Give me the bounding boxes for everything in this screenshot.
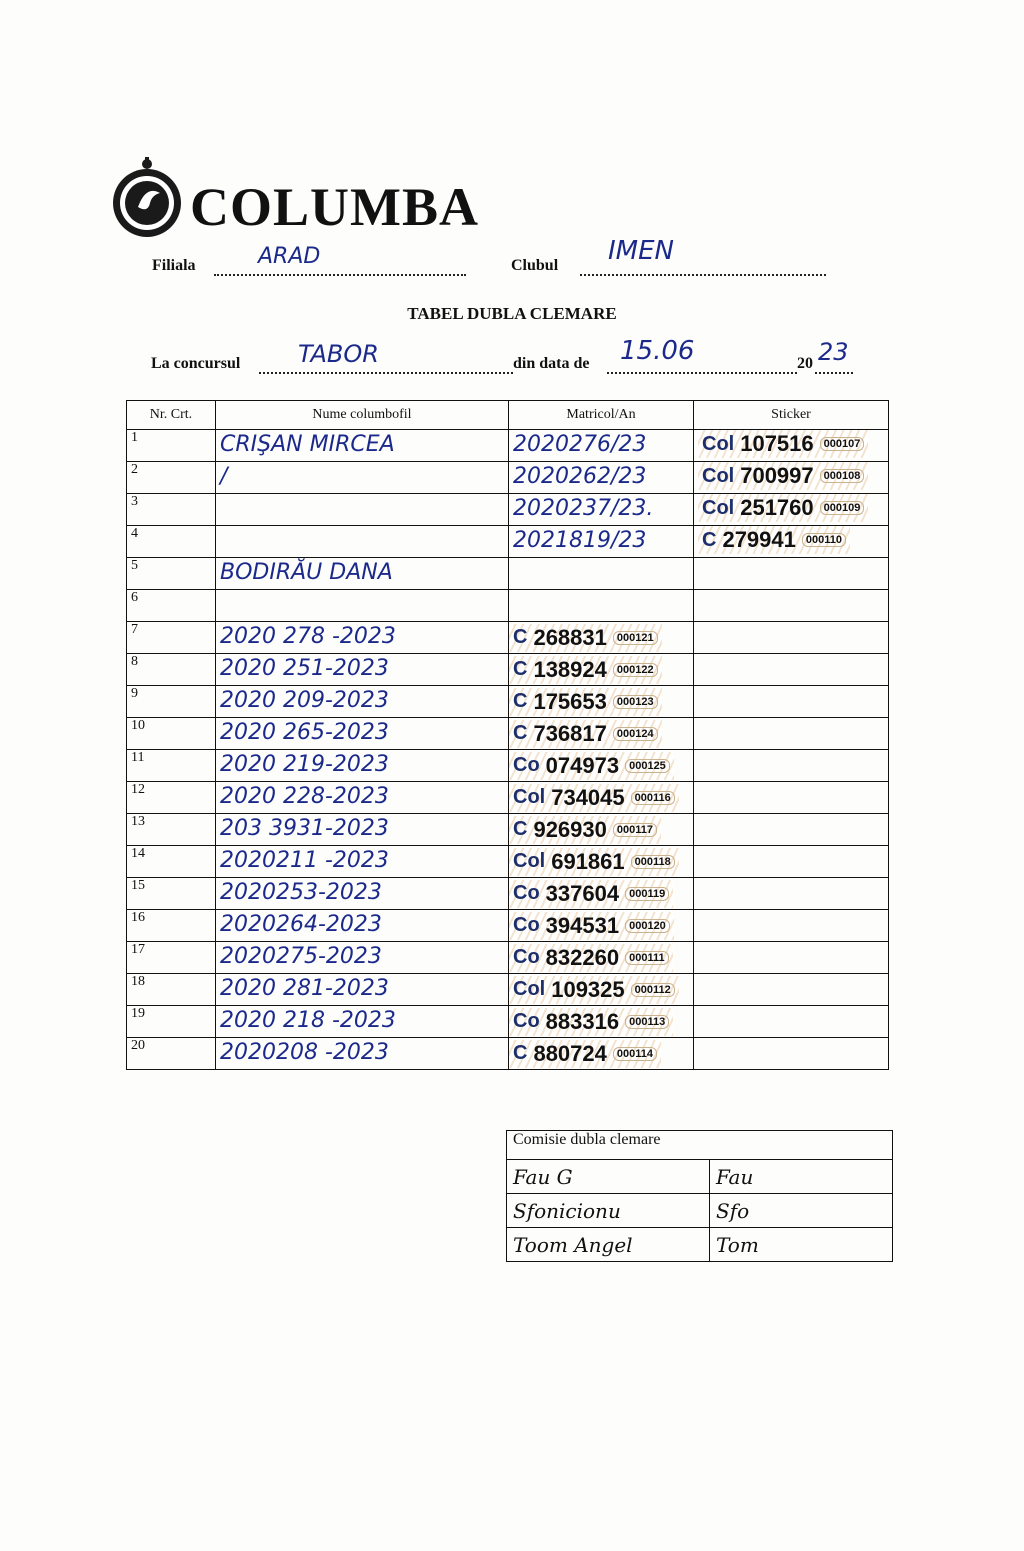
table-row bbox=[127, 590, 889, 622]
sticker-serial: 000116 bbox=[631, 791, 675, 805]
header-sticker: Sticker bbox=[694, 401, 889, 430]
row-sticker bbox=[694, 654, 889, 686]
sticker-number: 109325 bbox=[551, 976, 625, 1002]
row-nume bbox=[216, 750, 509, 782]
row-sticker bbox=[694, 846, 889, 878]
row-nume bbox=[216, 942, 509, 974]
comisie-member-signature bbox=[710, 1228, 893, 1262]
row-nume bbox=[216, 814, 509, 846]
row-matricol bbox=[509, 782, 694, 814]
sticker-label bbox=[509, 1008, 673, 1036]
row-sticker bbox=[694, 718, 889, 750]
sticker-serial: 000112 bbox=[631, 983, 675, 997]
row-nr: 12 bbox=[127, 782, 216, 814]
clubul-label: Clubul bbox=[511, 257, 559, 274]
sticker-label bbox=[509, 944, 673, 972]
year-value: 23 bbox=[818, 338, 849, 366]
sticker-number: 736817 bbox=[533, 720, 607, 746]
concurs-label: La concursul bbox=[151, 355, 241, 372]
row-nume bbox=[216, 430, 509, 462]
row-nume bbox=[216, 686, 509, 718]
table-row bbox=[127, 494, 889, 526]
row-nr: 19 bbox=[127, 1006, 216, 1038]
row-nume bbox=[216, 494, 509, 526]
sticker-prefix: C bbox=[513, 626, 528, 648]
row-nume-text: / bbox=[220, 464, 228, 489]
row-nume bbox=[216, 654, 509, 686]
row-matricol bbox=[509, 750, 694, 782]
sticker-label bbox=[509, 848, 679, 876]
row-sticker bbox=[694, 494, 889, 526]
sticker-label bbox=[698, 430, 868, 458]
row-nume-text: 2020275-2023 bbox=[220, 944, 382, 969]
comisie-heading: Comisie dubla clemare bbox=[507, 1131, 893, 1160]
brand-name: COLUMBA bbox=[190, 177, 479, 237]
row-matricol bbox=[509, 846, 694, 878]
row-nume bbox=[216, 974, 509, 1006]
sticker-serial: 000110 bbox=[802, 533, 846, 547]
sticker-prefix: Col bbox=[513, 786, 546, 808]
comisie-member-row bbox=[507, 1228, 893, 1262]
row-nume-text: 2020 218 -2023 bbox=[220, 1008, 396, 1033]
sticker-number: 700997 bbox=[740, 463, 814, 488]
row-matricol bbox=[509, 558, 694, 590]
sticker-prefix: Co bbox=[513, 754, 540, 776]
sticker-prefix: C bbox=[513, 690, 528, 712]
date-value: 15.06 bbox=[620, 336, 695, 366]
sticker-serial: 000117 bbox=[613, 823, 657, 837]
row-nume bbox=[216, 718, 509, 750]
header-matricol-an: Matricol/An bbox=[509, 401, 694, 430]
row-nume bbox=[216, 622, 509, 654]
sticker-serial: 000109 bbox=[820, 501, 865, 515]
row-matricol bbox=[509, 942, 694, 974]
row-sticker bbox=[694, 686, 889, 718]
comisie-member-name bbox=[507, 1160, 710, 1194]
sticker-prefix: C bbox=[513, 722, 528, 744]
member-signature-text: Fau bbox=[716, 1164, 754, 1189]
sticker-label bbox=[509, 720, 662, 748]
row-nr: 20 bbox=[127, 1038, 216, 1070]
sticker-prefix: C bbox=[513, 1042, 528, 1064]
row-nume bbox=[216, 462, 509, 494]
row-matricol bbox=[509, 718, 694, 750]
date-label: din data de bbox=[513, 355, 590, 372]
row-matricol-text: 2020237/23. bbox=[513, 496, 654, 521]
sticker-label bbox=[509, 912, 674, 940]
row-matricol-text: 2020276/23 bbox=[513, 432, 647, 457]
sticker-label bbox=[509, 1040, 661, 1068]
row-nume bbox=[216, 782, 509, 814]
table-row bbox=[127, 974, 889, 1006]
sticker-serial: 000114 bbox=[613, 1047, 657, 1061]
row-sticker bbox=[694, 1038, 889, 1070]
row-sticker bbox=[694, 462, 889, 494]
sticker-serial: 000125 bbox=[625, 759, 670, 773]
member-name-text: Toom Angel bbox=[513, 1232, 633, 1257]
row-nr: 13 bbox=[127, 814, 216, 846]
columba-logo-icon bbox=[108, 155, 186, 241]
sticker-label bbox=[509, 656, 662, 684]
sticker-serial: 000111 bbox=[625, 951, 669, 965]
sticker-serial: 000122 bbox=[613, 663, 658, 677]
row-nr: 5 bbox=[127, 558, 216, 590]
table-row bbox=[127, 1038, 889, 1070]
row-nume bbox=[216, 878, 509, 910]
sticker-prefix: Col bbox=[513, 978, 546, 1000]
row-sticker bbox=[694, 750, 889, 782]
comisie-member-signature bbox=[710, 1160, 893, 1194]
header-nr-crt: Nr. Crt. bbox=[127, 401, 216, 430]
row-nr: 11 bbox=[127, 750, 216, 782]
row-sticker bbox=[694, 782, 889, 814]
sticker-prefix: Co bbox=[513, 1010, 540, 1032]
row-matricol-text: 2021819/23 bbox=[513, 528, 647, 553]
row-sticker bbox=[694, 622, 889, 654]
row-sticker bbox=[694, 910, 889, 942]
comisie-header-row bbox=[507, 1131, 893, 1160]
table-row bbox=[127, 814, 889, 846]
table-row bbox=[127, 462, 889, 494]
sticker-serial: 000123 bbox=[613, 695, 658, 709]
table-row bbox=[127, 846, 889, 878]
row-sticker bbox=[694, 942, 889, 974]
sticker-prefix: Col bbox=[702, 496, 735, 519]
row-nume bbox=[216, 1006, 509, 1038]
sticker-number: 337604 bbox=[545, 880, 620, 906]
row-nr: 8 bbox=[127, 654, 216, 686]
table-row bbox=[127, 910, 889, 942]
sticker-prefix: C bbox=[513, 818, 528, 840]
member-name-text: Fau G bbox=[513, 1164, 573, 1189]
row-nume-text: 2020 209-2023 bbox=[220, 688, 389, 713]
sticker-serial: 000119 bbox=[625, 887, 669, 901]
row-nume-text: 2020 265-2023 bbox=[220, 720, 389, 745]
sticker-number: 268831 bbox=[533, 624, 607, 650]
sticker-label bbox=[509, 688, 662, 716]
row-sticker bbox=[694, 590, 889, 622]
table-row bbox=[127, 558, 889, 590]
sticker-label bbox=[509, 880, 673, 908]
sticker-number: 883316 bbox=[545, 1008, 620, 1034]
sticker-number: 138924 bbox=[533, 656, 607, 682]
table-row bbox=[127, 622, 889, 654]
row-sticker bbox=[694, 974, 889, 1006]
row-matricol bbox=[509, 430, 694, 462]
sticker-label bbox=[698, 526, 850, 554]
filiala-value: ARAD bbox=[258, 244, 321, 269]
row-nr: 6 bbox=[127, 590, 216, 622]
row-nume-text: 2020211 -2023 bbox=[220, 848, 389, 873]
row-nume bbox=[216, 526, 509, 558]
sticker-serial: 000108 bbox=[820, 469, 865, 483]
row-nume bbox=[216, 558, 509, 590]
row-nume bbox=[216, 846, 509, 878]
sticker-label bbox=[698, 494, 868, 522]
row-nr: 15 bbox=[127, 878, 216, 910]
table-body bbox=[127, 430, 889, 1070]
table-header-row bbox=[127, 401, 889, 430]
row-sticker bbox=[694, 526, 889, 558]
row-nume-text: 2020 251-2023 bbox=[220, 656, 389, 681]
sticker-prefix: Co bbox=[513, 882, 540, 904]
sticker-number: 880724 bbox=[533, 1040, 607, 1066]
member-signature-text: Sfo bbox=[716, 1198, 750, 1223]
sticker-label bbox=[509, 976, 679, 1004]
row-matricol bbox=[509, 974, 694, 1006]
sticker-serial: 000118 bbox=[631, 855, 675, 869]
row-sticker bbox=[694, 558, 889, 590]
row-sticker bbox=[694, 878, 889, 910]
sticker-label bbox=[698, 462, 868, 490]
row-matricol bbox=[509, 526, 694, 558]
sticker-serial: 000120 bbox=[625, 919, 670, 933]
row-nume-text: 2020 278 -2023 bbox=[220, 624, 396, 649]
comisie-member-name bbox=[507, 1194, 710, 1228]
row-nr: 1 bbox=[127, 430, 216, 462]
header-nume-columbofil: Nume columbofil bbox=[216, 401, 509, 430]
sticker-number: 394531 bbox=[545, 912, 620, 938]
comisie-member-signature bbox=[710, 1194, 893, 1228]
table-row bbox=[127, 750, 889, 782]
row-nume-text: 2020253-2023 bbox=[220, 880, 382, 905]
sticker-label bbox=[509, 816, 661, 844]
dubla-clemare-table bbox=[126, 400, 889, 1070]
year-prefix: 20 bbox=[797, 355, 813, 372]
row-matricol bbox=[509, 622, 694, 654]
sticker-number: 691861 bbox=[551, 848, 625, 874]
table-row bbox=[127, 686, 889, 718]
sticker-serial: 000124 bbox=[613, 727, 658, 741]
sticker-number: 734045 bbox=[551, 784, 625, 810]
sticker-number: 926930 bbox=[533, 816, 607, 842]
row-matricol bbox=[509, 1006, 694, 1038]
sticker-number: 251760 bbox=[740, 495, 814, 520]
row-nume-text: 203 3931-2023 bbox=[220, 816, 389, 841]
row-sticker bbox=[694, 814, 889, 846]
row-matricol bbox=[509, 814, 694, 846]
filiala-label: Filiala bbox=[152, 257, 196, 274]
sticker-serial: 000107 bbox=[820, 437, 865, 451]
row-nr: 7 bbox=[127, 622, 216, 654]
row-nr: 17 bbox=[127, 942, 216, 974]
columba-logo bbox=[108, 155, 186, 241]
table-row bbox=[127, 878, 889, 910]
row-nume bbox=[216, 590, 509, 622]
sticker-prefix: C bbox=[513, 658, 528, 680]
sticker-number: 074973 bbox=[545, 752, 620, 778]
table-row bbox=[127, 654, 889, 686]
table-row bbox=[127, 718, 889, 750]
sticker-prefix: Col bbox=[702, 432, 735, 455]
row-nume bbox=[216, 1038, 509, 1070]
row-matricol-text: 2020262/23 bbox=[513, 464, 647, 489]
sticker-prefix: Co bbox=[513, 914, 540, 936]
row-nume-text: 2020 228-2023 bbox=[220, 784, 389, 809]
table-row bbox=[127, 942, 889, 974]
row-nr: 16 bbox=[127, 910, 216, 942]
sticker-prefix: Col bbox=[702, 464, 735, 487]
row-nr: 10 bbox=[127, 718, 216, 750]
member-name-text: Sfonicionu bbox=[513, 1198, 621, 1223]
sticker-prefix: Col bbox=[513, 850, 546, 872]
table-row bbox=[127, 782, 889, 814]
row-sticker bbox=[694, 430, 889, 462]
row-nr: 14 bbox=[127, 846, 216, 878]
row-nr: 18 bbox=[127, 974, 216, 1006]
row-nume-text: 2020 281-2023 bbox=[220, 976, 389, 1001]
sticker-label bbox=[509, 784, 679, 812]
row-nr: 2 bbox=[127, 462, 216, 494]
sticker-prefix: C bbox=[702, 528, 717, 551]
sticker-serial: 000121 bbox=[613, 631, 658, 645]
row-nume-text: BODIRĂU DANA bbox=[220, 560, 393, 585]
row-nume-text: 2020264-2023 bbox=[220, 912, 382, 937]
comisie-member-row bbox=[507, 1160, 893, 1194]
table-row bbox=[127, 526, 889, 558]
row-nr: 4 bbox=[127, 526, 216, 558]
row-matricol bbox=[509, 910, 694, 942]
table-row bbox=[127, 430, 889, 462]
row-matricol bbox=[509, 590, 694, 622]
sticker-label bbox=[509, 624, 662, 652]
table-row bbox=[127, 1006, 889, 1038]
comisie-member-row bbox=[507, 1194, 893, 1228]
row-matricol bbox=[509, 494, 694, 526]
sticker-number: 279941 bbox=[722, 527, 796, 552]
sticker-label bbox=[509, 752, 674, 780]
sticker-number: 175653 bbox=[533, 688, 607, 714]
concurs-value: TABOR bbox=[298, 340, 379, 368]
row-nr: 3 bbox=[127, 494, 216, 526]
row-nume bbox=[216, 910, 509, 942]
filiala-line bbox=[214, 254, 466, 276]
row-nume-text: 2020 219-2023 bbox=[220, 752, 389, 777]
member-signature-text: Tom bbox=[716, 1232, 759, 1257]
sticker-prefix: Co bbox=[513, 946, 540, 968]
row-matricol bbox=[509, 686, 694, 718]
comisie-table bbox=[506, 1130, 893, 1262]
sticker-serial: 000113 bbox=[625, 1015, 669, 1029]
comisie-member-name bbox=[507, 1228, 710, 1262]
row-matricol bbox=[509, 878, 694, 910]
document-title: TABEL DUBLA CLEMARE bbox=[407, 304, 617, 323]
row-matricol bbox=[509, 462, 694, 494]
clubul-value: IMEN bbox=[608, 236, 674, 266]
sticker-number: 832260 bbox=[545, 944, 620, 970]
row-matricol bbox=[509, 654, 694, 686]
row-matricol bbox=[509, 1038, 694, 1070]
row-sticker bbox=[694, 1006, 889, 1038]
row-nume-text: 2020208 -2023 bbox=[220, 1040, 389, 1065]
row-nr: 9 bbox=[127, 686, 216, 718]
row-nume-text: CRIŞAN MIRCEA bbox=[220, 432, 395, 457]
sticker-number: 107516 bbox=[740, 431, 814, 456]
